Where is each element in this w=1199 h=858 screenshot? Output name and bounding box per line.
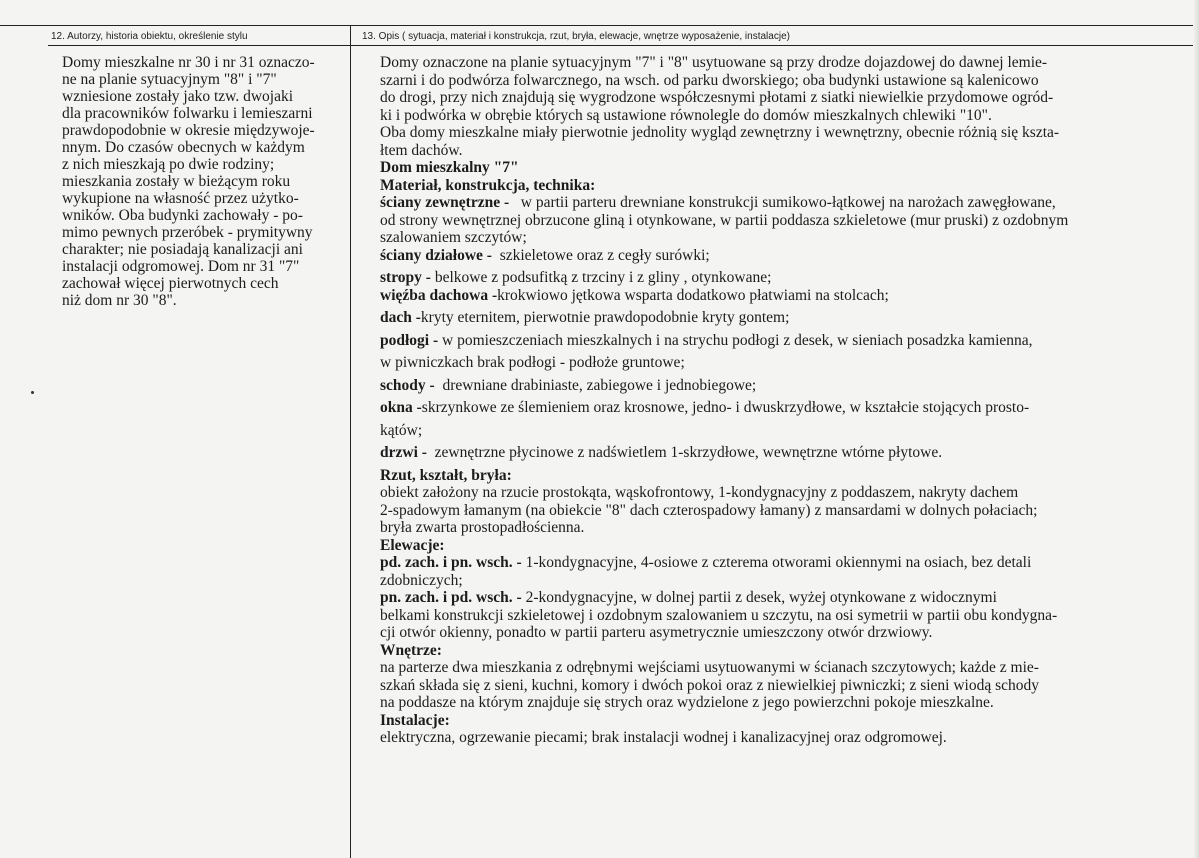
top-border-line — [0, 25, 1199, 26]
section-13-text — [380, 54, 1068, 747]
term-label: podłogi - — [380, 331, 439, 349]
text-line — [380, 332, 1068, 350]
text-line — [380, 399, 1068, 417]
header-divider-line — [48, 45, 1199, 46]
text-line — [380, 269, 1068, 287]
text-line: na parterze dwa mieszkania z odrębnymi wejściami usytuowanymi w ścianach szczytowych; każde z mie- — [380, 659, 1039, 676]
text-line — [380, 554, 1068, 572]
term-text: skrzynkowe ze ślemieniem oraz krosnowe, jedno- i dwuskrzydłowe, w kształcie stojących prosto- — [421, 399, 1030, 416]
term-label: pn. zach. i pd. wsch. - — [380, 589, 522, 606]
text-line — [380, 287, 1068, 305]
term-text: kryty eternitem, pierwotnie prawdopodobnie kryty gontem; — [420, 309, 790, 326]
term-label: drzwi - — [380, 444, 427, 461]
text-line: wników. Oba budynki zachowały - po- — [62, 207, 303, 224]
wnetrze-heading: Wnętrze: — [380, 641, 442, 659]
text-line: niż dom nr 30 "8". — [62, 292, 177, 309]
text-line: elektryczna, ogrzewanie piecami; brak instalacji wodnej i kanalizacyjnej oraz odgromowej. — [380, 729, 947, 746]
text-line: prawdopodobnie w okresie międzywoje- — [62, 122, 315, 139]
text-line: ki i podwórka w obrębie których są ustawione równolegle do domów mieszkalnych chlewiki "10". — [380, 106, 992, 124]
dom-heading: Dom mieszkalny "7" — [380, 159, 519, 176]
scan-edge-shadow — [1193, 0, 1199, 858]
text-line: nnym. Do czasów obecnych w każdym — [62, 139, 305, 156]
text-line: obiekt założony na rzucie prostokąta, wąskofrontowy, 1-kondygnacyjny z poddaszem, nakryty dachem — [380, 484, 1019, 501]
text-line: belkami konstrukcji szkieletowej i ozdobnym szalowaniem u szczytu, na osi symetrii w partii obu kondygna- — [380, 606, 1058, 624]
text-line: Oba domy mieszkalne miały pierwotnie jednolity wygląd zewnętrzny i wewnętrzny, obecnie różnią się kszta- — [380, 124, 1060, 141]
term-text: 2-kondygnacyjne, w dolnej partii z desek, wyżej otynkowane z widocznymi — [525, 589, 997, 606]
term-text: w partii parteru drewniane konstrukcji sumikowo-łątkowej na narożach zawęgłowane, — [520, 194, 1056, 211]
term-label: schody - — [380, 376, 435, 394]
rzut-heading: Rzut, kształt, bryła: — [380, 466, 512, 484]
text-line: zdobniczych; — [380, 571, 463, 589]
text-line — [380, 444, 1068, 462]
text-line: mieszkania zostały w bieżącym roku — [62, 173, 291, 190]
text-line: zachował więcej pierwotnych cech — [62, 275, 279, 292]
text-line: do drogi, przy nich znajdują się wygrodzone współczesnymi płotami z siatki niewielkie przydomowe ogród- — [380, 89, 1054, 106]
text-line — [380, 247, 1068, 265]
subheading — [380, 159, 1068, 177]
term-label: więźba dachowa - — [380, 286, 498, 304]
section-13-header: 13. Opis ( sytuacja, materiał i konstrukcja, rzut, bryła, elewacje, wnętrze wyposażenie, instalacje) — [362, 31, 790, 42]
text-line: 2-spadowym łamanym (na obiekcie "8" dach czterospadowy łamany) z mansardami w dolnych połaciach; — [380, 501, 1038, 519]
text-line: szarni i do podwórza folwarcznego, na wsch. od parku dworskiego; oba budynki ustawione są kalenicowo — [380, 71, 1039, 89]
text-line: mimo pewnych przeróbek - prymitywny — [62, 224, 313, 241]
material-heading: Materiał, konstrukcja, technika: — [380, 176, 596, 194]
text-line: wykupione na własność przez użytko- — [62, 190, 299, 207]
term-label: ściany zewnętrzne - — [380, 194, 510, 211]
column-divider-line — [350, 25, 351, 858]
text-line: szkań składa się z sieni, kuchni, komory i dwóch pokoi oraz z niewielkiej piwniczki; z sieni wiodą schody — [380, 676, 1040, 694]
text-line: kątów; — [380, 421, 423, 439]
subheading — [380, 642, 1068, 660]
scan-speck — [31, 391, 34, 394]
text-line: bryła zwarta prostopadłościenna. — [380, 519, 585, 536]
text-line: ne na planie sytuacyjnym "8" i "7" — [62, 71, 277, 88]
section-12-header: 12. Autorzy, historia obiektu, określenie stylu — [51, 31, 248, 42]
subheading — [380, 467, 1068, 485]
instalacje-heading: Instalacje: — [380, 711, 450, 729]
term-text: szkieletowe oraz z cegły surówki; — [499, 246, 710, 264]
term-text: w pomieszczeniach mieszkalnych i na strychu podłogi z desek, w sieniach posadzka kamienna, — [442, 331, 1033, 349]
text-line: Domy mieszkalne nr 30 i nr 31 oznaczo- — [62, 54, 315, 71]
text-line: wzniesione zostały jako tzw. dwojaki — [62, 88, 294, 105]
subheading — [380, 177, 1068, 195]
term-label: okna - — [380, 399, 422, 416]
term-text: belkowe z podsufitką z trzciny i z gliny , otynkowane; — [434, 269, 772, 286]
text-line: instalacji odgromowej. Dom nr 31 "7" — [62, 258, 300, 275]
text-line: od strony wewnętrznej obrzucone gliną i otynkowane, w partii poddasza szkieletowe (mur pruski) z ozdobnym — [380, 211, 1069, 229]
subheading — [380, 712, 1068, 730]
text-line: łtem dachów. — [380, 141, 463, 159]
term-label: pd. zach. i pn. wsch. - — [380, 554, 522, 571]
text-line: szalowaniem szczytów; — [380, 229, 527, 246]
text-line: w piwniczkach brak podłogi - podłoże gruntowe; — [380, 354, 685, 371]
text-line: charakter; nie posiadają kanalizacji ani — [62, 241, 303, 258]
term-text: krokwiowo jętkowa wsparta dodatkowo płatwiami na stolcach; — [497, 286, 889, 304]
term-text: drewniane drabiniaste, zabiegowe i jednobiegowe; — [442, 376, 757, 394]
term-label: dach - — [380, 309, 421, 326]
text-line: z nich mieszkają po dwie rodziny; — [62, 156, 275, 173]
text-line — [380, 194, 1068, 212]
subheading — [380, 537, 1068, 555]
text-line — [380, 377, 1068, 395]
term-label: ściany działowe - — [380, 246, 492, 264]
text-line: na poddasze na którym znajduje się strych oraz wydzielone z jego powierzchni pokoje mieszkalne. — [380, 694, 994, 711]
text-line: Domy oznaczone na planie sytuacyjnym "7" i "8" usytuowane są przy drodze dojazdowej do dawnej lemie- — [380, 54, 1048, 71]
text-line — [380, 589, 1068, 607]
text-line: dla pracowników folwarku i lemieszarni — [62, 105, 313, 122]
term-text: zewnętrzne płycinowe z nadświetlem 1-skrzydłowe, wewnętrzne wtórne płytowe. — [434, 444, 943, 461]
term-text: 1-kondygnacyjne, 4-osiowe z czterema otworami okiennymi na osiach, bez detali — [525, 554, 1032, 571]
text-line: cji otwór okienny, ponadto w partii parteru asymetrycznie umieszczony otwór drzwiowy. — [380, 624, 933, 641]
text-line — [380, 309, 1068, 327]
elewacje-heading: Elewacje: — [380, 536, 445, 554]
section-12-text — [62, 54, 315, 309]
term-label: stropy - — [380, 269, 431, 286]
